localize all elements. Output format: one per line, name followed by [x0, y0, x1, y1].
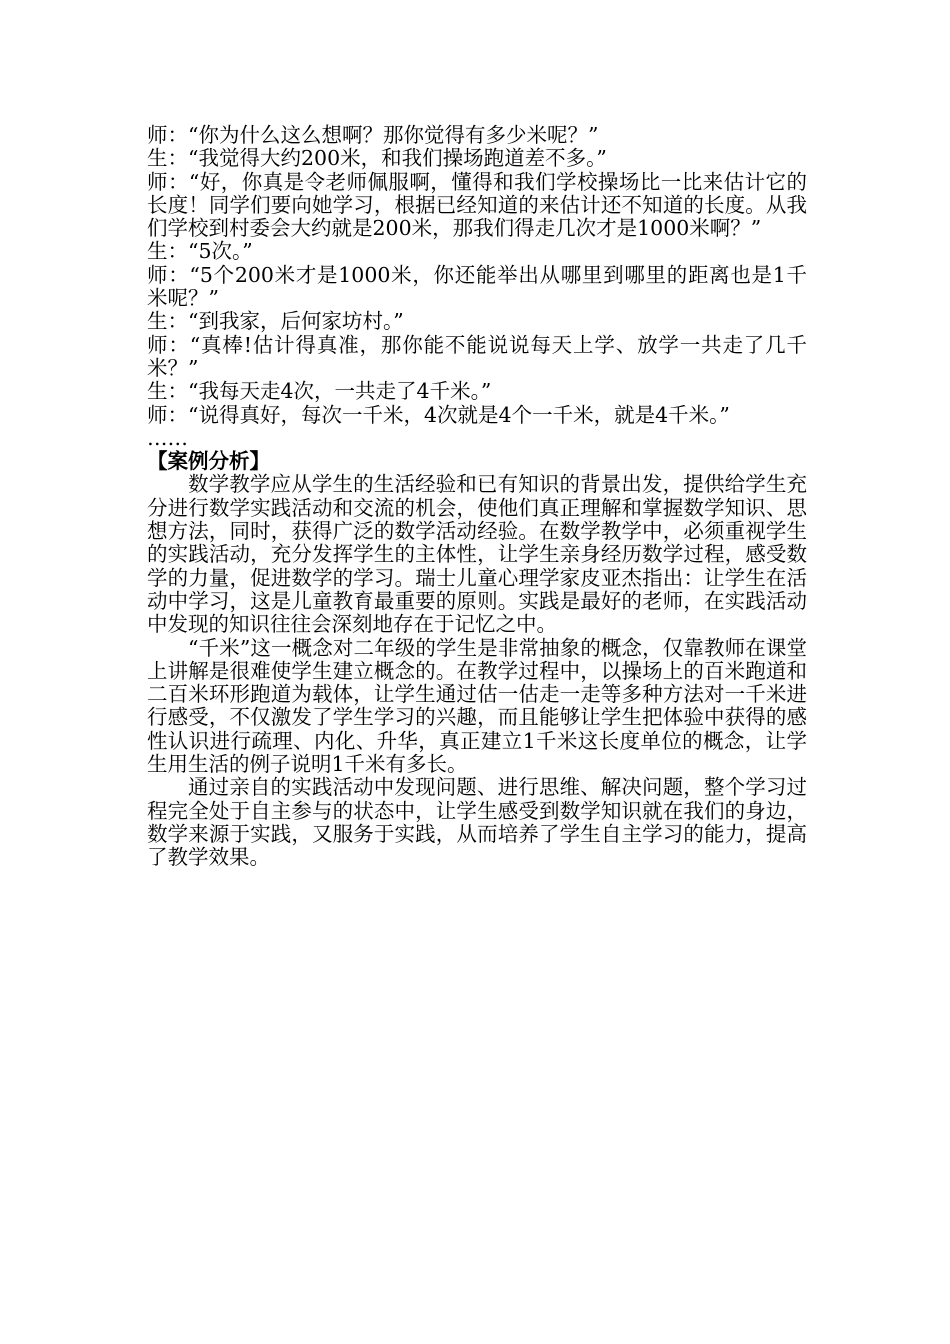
dialogue-line-teacher: 师：“说得真好，每次一千米，4次就是4个一千米，就是4千米。” — [147, 402, 730, 427]
dialogue-line-student: 生：“到我家，后何家坊村。” — [147, 309, 404, 334]
dialogue-line-teacher: 师：“5个200米才是1000米，你还能举出从哪里到哪里的距离也是1千米呢？” — [147, 262, 807, 311]
dialogue-line-student: 生：“我每天走4次，一共走了4千米。” — [147, 379, 492, 404]
dialogue-line-student: 生：“5次。” — [147, 239, 253, 264]
document-page — [147, 124, 807, 870]
dialogue-line-teacher: 师：“你为什么这么想啊？那你觉得有多少米呢？” — [147, 123, 599, 147]
ellipsis: …… — [147, 425, 188, 450]
dialogue-line-teacher: 师：“好，你真是令老师佩服啊，懂得和我们学校操场比一比来估计它的长度！同学们要向她学习，根据已经知道的来估计还不知道的长度。从我们学校到村委会大约就是200米，那我们得走几次才是1000米啊？” — [147, 169, 807, 241]
analysis-paragraph: “千米”这一概念对二年级的学生是非常抽象的概念，仅靠教师在课堂上讲解是很难使学生建立概念的。在教学过程中，以操场上的百米跑道和二百米环形跑道为载体，让学生通过估一估走一走等多种方法对一千米进行感受，不仅激发了学生学习的兴趣，而且能够让学生把体验中获得的感性认识进行疏理、内化、升华，真正建立1千米这长度单位的概念，让学生用生活的例子说明1千米有多长。 — [147, 635, 807, 777]
analysis-paragraph: 数学教学应从学生的生活经验和已有知识的背景出发，提供给学生充分进行数学实践活动和交流的机会，使他们真正理解和掌握数学知识、思想方法，同时，获得广泛的数学活动经验。在数学教学中，必须重视学生的实践活动，充分发挥学生的主体性，让学生亲身经历数学过程，感受数学的力量，促进数学的学习。瑞士儿童心理学家皮亚杰指出：让学生在活动中学习，这是儿童教育最重要的原则。实践是最好的老师，在实践活动中发现的知识往往会深刻地存在于记忆之中。 — [147, 472, 807, 637]
analysis-paragraph: 通过亲自的实践活动中发现问题、进行思维、解决问题，整个学习过程完全处于自主参与的状态中，让学生感受到数学知识就在我们的身边，数学来源于实践，又服务于实践，从而培养了学生自主学习的能力，提高了教学效果。 — [147, 775, 807, 870]
dialogue-line-teacher: 师：“真棒!估计得真准，那你能不能说说每天上学、放学一共走了几千米？” — [147, 332, 807, 380]
section-heading: 【案例分析】 — [147, 449, 270, 474]
dialogue-line-student: 生：“我觉得大约200米，和我们操场跑道差不多。” — [147, 146, 607, 171]
